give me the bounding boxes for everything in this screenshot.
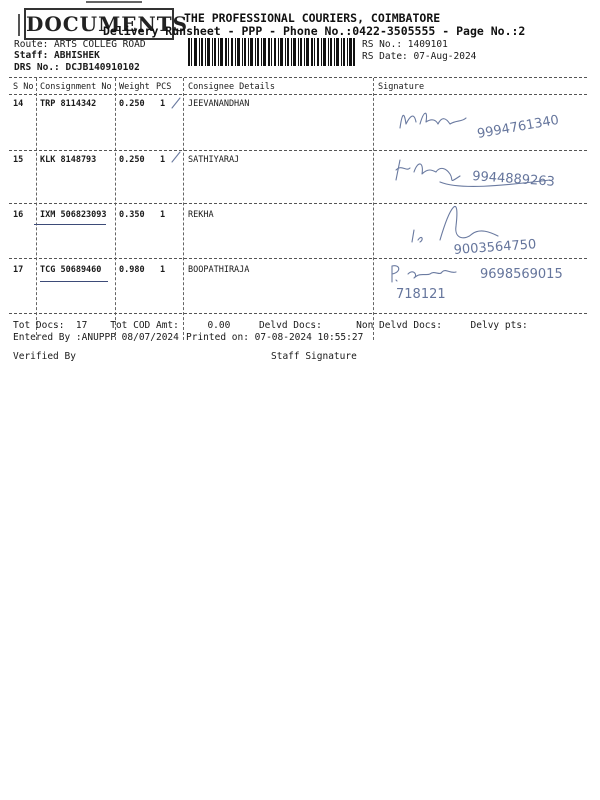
row-consignee: JEEVANANDHAN: [188, 99, 250, 109]
col-separator: [36, 78, 37, 340]
totals-summary: Tot Docs: 17 Tot COD Amt: 0.00 Delvd Docs: Non Delvd Docs: Delvy pts:: [13, 320, 528, 331]
row-sno: 15: [13, 155, 24, 165]
entered-by: Entered By :ANUPPP 08/07/2024: [13, 332, 179, 343]
col-consignment: Consignment No: [40, 82, 112, 92]
route-label: Route: ARTS COLLEG ROAD: [14, 39, 146, 50]
row-pcs: 1: [160, 99, 166, 109]
row-pcs: 1: [160, 210, 166, 220]
signature-phone-text: 9944889263: [471, 169, 556, 190]
row-sno: 14: [13, 99, 24, 109]
col-consignee: Consignee Details: [188, 82, 275, 92]
rs-number: RS No.: 1409101: [362, 39, 448, 50]
row-sno: 17: [13, 265, 24, 275]
row-weight: 0.350: [119, 210, 145, 220]
header-rule-top: [9, 77, 587, 78]
signature-extra-text: 718121: [396, 287, 446, 302]
col-pcs: PCS: [156, 82, 172, 92]
pen-underline: [34, 224, 106, 225]
row-pcs: 1: [160, 155, 166, 165]
drs-number: DRS No.: DCJB140910102: [14, 62, 140, 73]
row-pcs: 1: [160, 265, 166, 275]
header-rule-bottom: [9, 94, 587, 95]
col-weight: Weight: [119, 82, 150, 92]
signature-phone-text: 9003564750: [453, 237, 537, 258]
signature-rekha: [380, 196, 588, 258]
row-divider: [9, 313, 587, 314]
row-consignee: SATHIYARAJ: [188, 155, 240, 165]
row-consignment: IXM 506823093: [40, 210, 107, 220]
col-separator: [115, 78, 116, 340]
signature-phone-text: 9994761340: [476, 112, 561, 142]
stamp-border-mark: [86, 1, 142, 3]
signature-sathiyaraj: [380, 150, 588, 202]
signature-boopathiraja: [380, 258, 588, 308]
tick-mark: [170, 96, 182, 110]
stamp-side-mark: [18, 14, 20, 36]
row-consignment: TRP 8114342: [40, 99, 97, 109]
tick-mark: [170, 150, 182, 164]
row-weight: 0.250: [119, 155, 145, 165]
row-consignment: TCG 50689460: [40, 265, 102, 275]
row-consignee: REKHA: [188, 210, 214, 220]
rs-date: RS Date: 07-Aug-2024: [362, 51, 477, 62]
company-line: THE PROFESSIONAL COURIERS, COIMBATORE: [184, 11, 441, 25]
barcode: [188, 38, 356, 66]
pen-underline: [40, 281, 108, 282]
staff-label: Staff: ABHISHEK: [14, 50, 100, 61]
row-consignment: KLK 8148793: [40, 155, 97, 165]
printed-on: Printed on: 07-08-2024 10:55:27: [186, 332, 364, 343]
col-separator: [373, 78, 374, 340]
staff-signature-label: Staff Signature: [271, 351, 357, 362]
row-sno: 16: [13, 210, 24, 220]
runsheet-title: Delivery Runsheet - PPP - Phone No.:0422-3505555 - Page No.:2: [103, 24, 526, 38]
signature-phone-text: 9698569015: [480, 267, 563, 282]
row-consignee: BOOPATHIRAJA: [188, 265, 250, 275]
row-weight: 0.250: [119, 99, 145, 109]
verified-by: Verified By: [13, 351, 76, 362]
row-weight: 0.980: [119, 265, 145, 275]
col-separator: [183, 78, 184, 340]
col-sno: S No: [13, 82, 34, 92]
signature-jeevanandhan: [380, 98, 588, 150]
documents-stamp: DOCUMENTS: [24, 8, 174, 40]
col-signature: Signature: [378, 82, 425, 92]
